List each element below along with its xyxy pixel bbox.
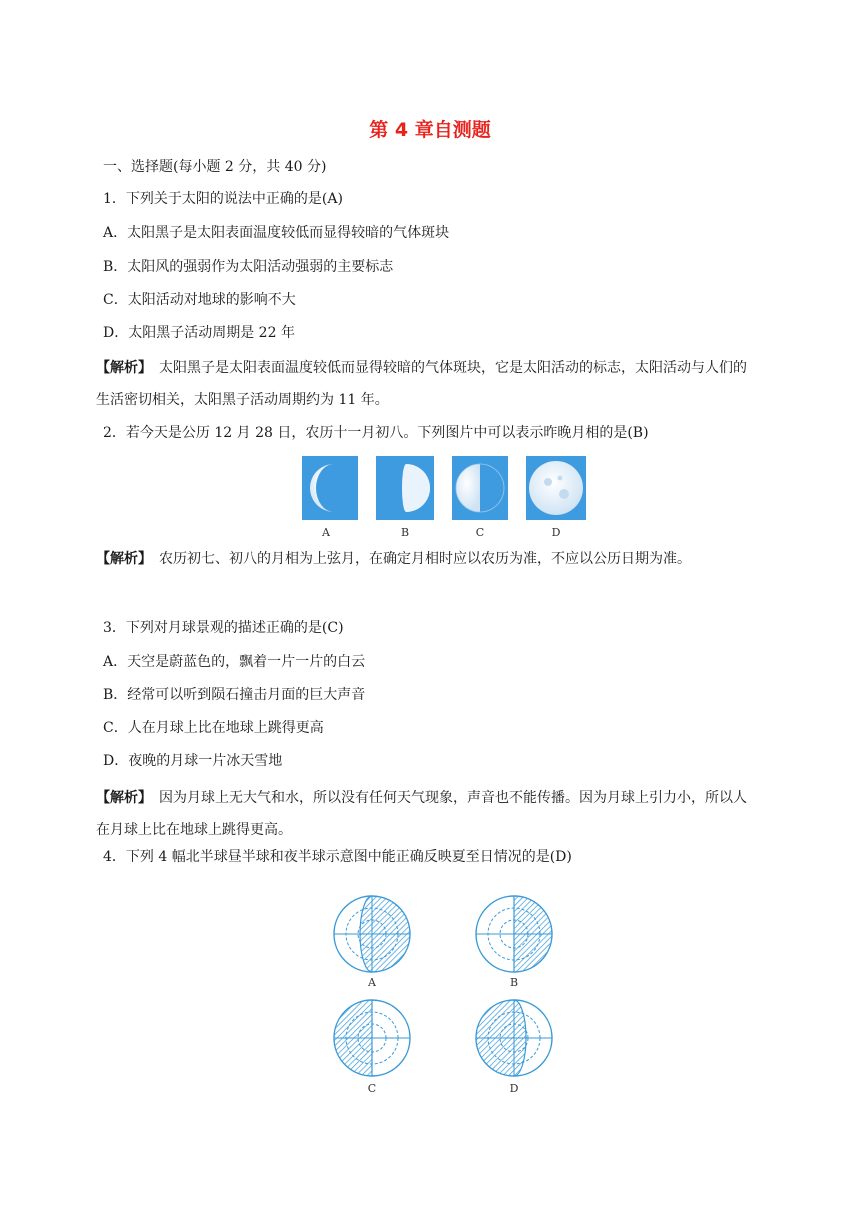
question-3-option-b: B．经常可以听到陨石撞击月面的巨大声音: [103, 687, 366, 703]
hemisphere-option-b-diagram: [476, 896, 552, 972]
moon-label-d: D: [551, 526, 561, 539]
hemisphere-label-c: C: [367, 1082, 377, 1095]
analysis-tag: 【解析】: [96, 790, 145, 806]
question-3-option-c: C．人在月球上比在地球上跳得更高: [103, 720, 324, 736]
moon-phase-figure: [298, 454, 590, 542]
moon-label-a: A: [322, 526, 330, 539]
analysis-tag: 【解析】: [96, 551, 145, 567]
moon-label-c: C: [475, 526, 485, 539]
question-3-stem: 3．下列对月球景观的描述正确的是(C): [103, 620, 344, 636]
moon-option-b-image: [376, 456, 434, 520]
question-2-stem: 2．若今天是公历 12 月 28 日，农历十一月初八。下列图片中可以表示昨晚月相的是(B): [103, 425, 649, 441]
question-4-stem: 4．下列 4 幅北半球昼半球和夜半球示意图中能正确反映夏至日情况的是(D): [103, 849, 572, 865]
moon-option-a-image: [302, 456, 358, 520]
hemisphere-label-b: B: [509, 976, 519, 989]
question-1-option-a: A．太阳黑子是太阳表面温度较低而显得较暗的气体斑块: [103, 225, 450, 241]
hemisphere-option-d-diagram: [476, 1000, 552, 1076]
analysis-text: 太阳黑子是太阳表面温度较低而显得较暗的气体斑块，它是太阳活动的标志，太阳活动与人们的生活密切相关，太阳黑子活动周期约为 11 年。: [96, 360, 747, 408]
question-1-option-b: B．太阳风的强弱作为太阳活动强弱的主要标志: [103, 259, 394, 275]
analysis-text: 农历初七、初八的月相为上弦月，在确定月相时应以农历为准，不应以公历日期为准。: [145, 551, 691, 567]
hemisphere-label-d: D: [509, 1082, 519, 1095]
question-1-option-c: C．太阳活动对地球的影响不大: [103, 292, 296, 308]
moon-option-c-image: [452, 456, 508, 520]
question-3-option-d: D．夜晚的月球一片冰天雪地: [103, 753, 283, 769]
analysis-tag: 【解析】: [96, 360, 145, 376]
question-1-analysis: [96, 352, 760, 416]
day-night-hemisphere-figure: [328, 888, 560, 1098]
question-3-analysis: [96, 782, 760, 846]
question-1-option-d: D．太阳黑子活动周期是 22 年: [103, 325, 295, 341]
moon-label-b: B: [400, 526, 410, 539]
moon-option-d-image: [526, 456, 586, 520]
page-title: 第 4 章自测题: [369, 119, 491, 141]
section-heading: 一、选择题(每小题 2 分，共 40 分): [103, 159, 327, 175]
hemisphere-option-c-diagram: [334, 1000, 410, 1076]
question-1-stem: 1．下列关于太阳的说法中正确的是(A): [103, 191, 343, 207]
hemisphere-label-a: A: [368, 976, 376, 989]
hemisphere-option-a-diagram: [334, 896, 410, 972]
question-2-analysis: [96, 543, 760, 575]
analysis-text: 因为月球上无大气和水，所以没有任何天气现象，声音也不能传播。因为月球上引力小，所以人在月球上比在地球上跳得更高。: [96, 790, 747, 838]
question-3-option-a: A．天空是蔚蓝色的，飘着一片一片的白云: [103, 654, 366, 670]
